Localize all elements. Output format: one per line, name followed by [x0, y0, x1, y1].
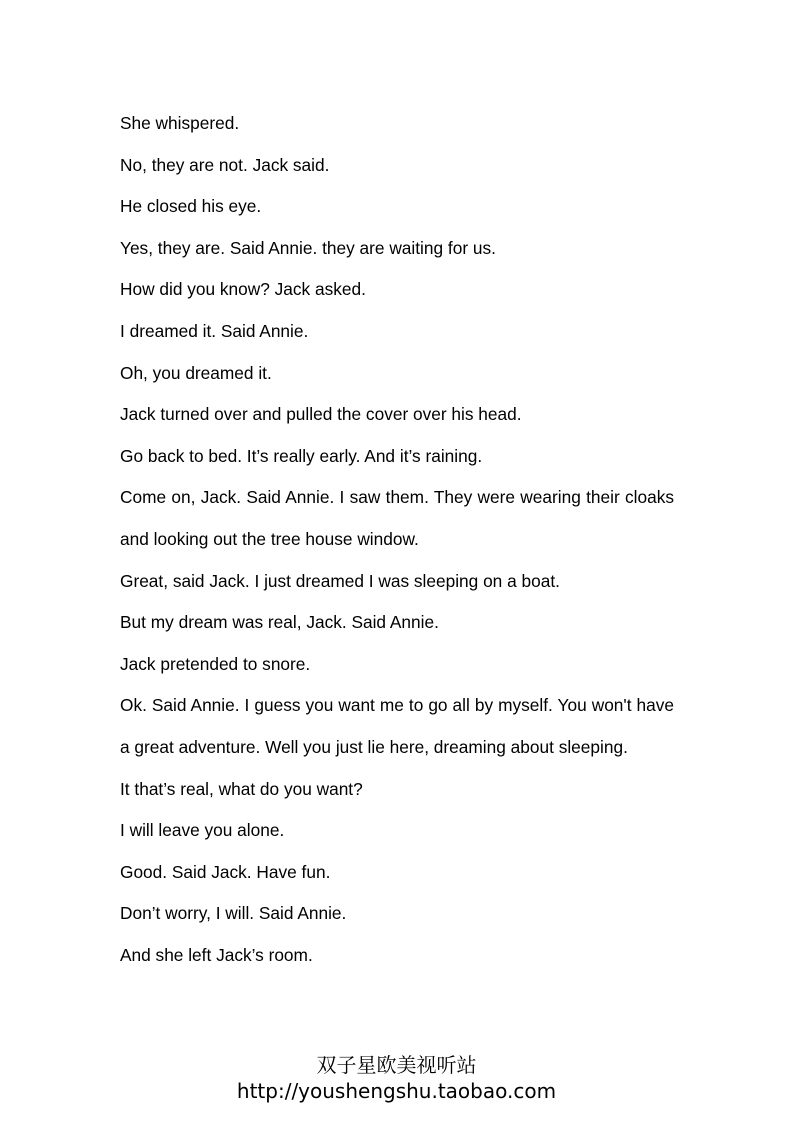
paragraph: She whispered. [120, 113, 240, 133]
paragraph: And she left Jack’s room. [120, 944, 313, 965]
paragraph: Ok. Said Annie. I guess you want me to go all by myself. You won't have a great adventure. Well you just lie here, dreaming about sleeping. [120, 695, 674, 757]
paragraph: Go back to bed. It’s really early. And it’s raining. [120, 445, 483, 466]
paragraph: Oh, you dreamed it. [120, 362, 272, 383]
paragraph: Come on, Jack. Said Annie. I saw them. They were wearing their cloaks and looking out the tree house window. [120, 487, 674, 549]
paragraph: Great, said Jack. I just dreamed I was sleeping on a boat. [120, 570, 560, 591]
paragraph: No, they are not. Jack said. [120, 154, 330, 175]
paragraph: Jack turned over and pulled the cover over his head. [120, 404, 522, 425]
document-body [120, 103, 674, 976]
paragraph: I dreamed it. Said Annie. [120, 320, 309, 341]
paragraph: It that’s real, what do you want? [120, 778, 363, 799]
footer-url-link[interactable]: http://youshengshu.taobao.com [236, 1079, 557, 1103]
paragraph: Yes, they are. Said Annie. they are waiting for us. [120, 237, 496, 258]
footer-shop-name: 双子星欧美视听站 [316, 1053, 477, 1077]
paragraph: He closed his eye. [120, 196, 262, 217]
paragraph: Jack pretended to snore. [120, 653, 311, 674]
paragraph: Don’t worry, I will. Said Annie. [120, 903, 347, 924]
page-footer [0, 1052, 793, 1104]
paragraph: How did you know? Jack asked. [120, 279, 366, 300]
paragraph: But my dream was real, Jack. Said Annie. [120, 612, 439, 633]
paragraph: Good. Said Jack. Have fun. [120, 861, 331, 882]
paragraph: I will leave you alone. [120, 820, 285, 841]
